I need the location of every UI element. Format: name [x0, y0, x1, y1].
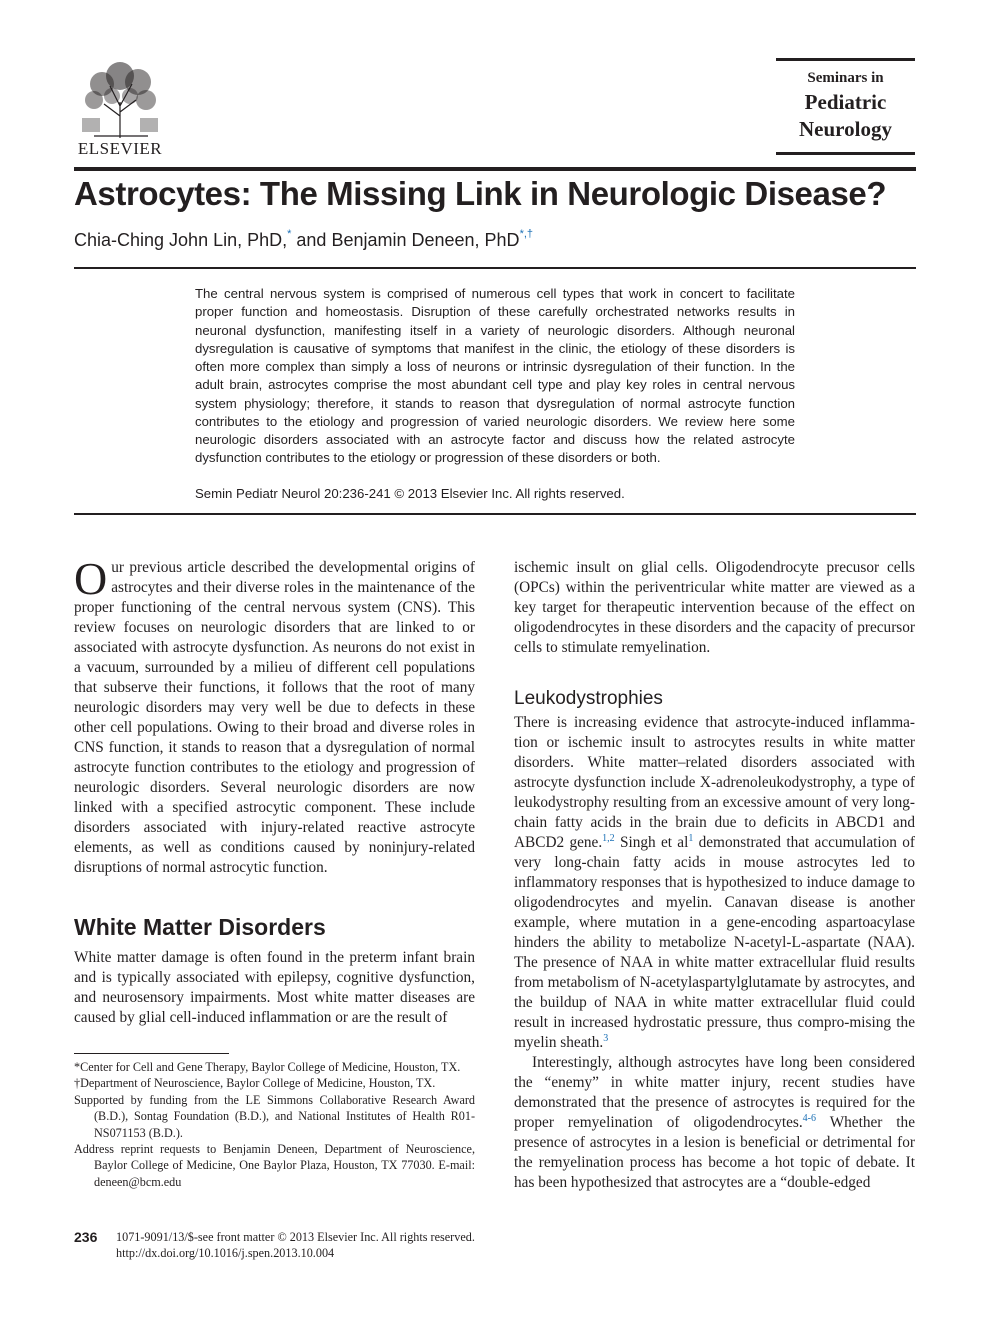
reference-link-1-2[interactable]: 1,2	[602, 833, 615, 844]
journal-line-2: Pediatric	[804, 90, 887, 114]
white-matter-text: White matter damage is often found in the preterm infant brain and is typically associated with epilepsy, cognitive dysfunction, and neurosensory impairments. Most white matter diseases are caused by glial cell-induced inflammation or are the result of	[74, 949, 475, 1026]
journal-masthead	[776, 58, 915, 155]
reference-link-3[interactable]: 3	[603, 1033, 609, 1044]
author-1-affiliation-link[interactable]: *	[287, 228, 292, 240]
masthead-top-rule	[776, 58, 915, 61]
inter-text-b: Whether the presence of astrocytes in a lesion is beneficial or detrimental for the remyelination process has become a hot topic of debate. It has been hypothesized that astrocytes are a “double-edged	[514, 1114, 915, 1191]
section-heading-white-matter-disorders: White Matter Disorders	[74, 914, 326, 940]
citation-line: Semin Pediatr Neurol 20:236-241 © 2013 Elsevier Inc. All rights reserved.	[195, 486, 625, 501]
reference-link-1[interactable]: 1	[688, 833, 694, 844]
header-rule	[74, 167, 916, 171]
subsection-heading-leukodystrophies: Leukodystrophies	[514, 688, 663, 709]
abstract	[195, 285, 795, 468]
reference-link-4-6[interactable]: 4-6	[802, 1113, 817, 1124]
leuko-text-a: There is increasing evidence that astrocyte-induced inflamma-tion or ischemic insult to astrocytes results in white matter disorders. White matter–related disorders associated with astrocyte dysfunction include X-adrenoleukodystrophy, a type of leukodystrophy resulting from an excessive amount of very long-chain fatty acids in the brain due to deficits in ABCD1 and ABCD2 gene.	[514, 714, 915, 851]
article-title: Astrocytes: The Missing Link in Neurologic Disease?	[74, 175, 887, 212]
journal-line-1: Seminars in	[807, 70, 884, 86]
leuko-text-c: demonstrated that accumulation of very long-chain fatty acids in mouse astrocytes led to inflammatory responses that is hypothesized to induce damage to oligodendrocytes and myelin. Canavan disease is another example, where mutation in a gene-encoding aspartoacylase hinders the ability to metabolize N-acetyl-L-aspartate (NAA). The presence of NAA in white matter extracellular fluid results from metabolism of N-acetylaspartylglutamate by astrocytes, and the buildup of NAA in white matter extracellular fluid could result in increased hydrostatic pressure, thus compro-mising the myelin sheath.	[514, 834, 915, 1051]
intro-text: ur previous article described the developmental origins of astrocytes and their diverse roles in the maintenance of the proper functioning of the central nervous system (CNS). This review focuses on neurologic disorders that are linked to or associated with astrocyte dysfunction. As neurons do not exist in a vacuum, surrounded by a milieu of different cell populations that subserve their functions, it follows that the root of many neurologic disorders may very well be due to defects in these other cell populations. Owing to their broad and diverse roles in CNS function, it stands to reason that a dysregulation of normal astrocyte function contributes to the etiology and progression of neurologic disorders. Several neurologic disorders are now linked with a specified astrocytic component. These include disorders associated with injury-related reactive astrocyte elements, as well as conditions caused by noninjury-related disruptions of normal astrocytic function.	[74, 559, 475, 876]
author-2: and Benjamin Deneen, PhD	[291, 230, 520, 250]
journal-line-3: Neurology	[799, 117, 892, 141]
footnote-affiliation-1: *Center for Cell and Gene Therapy, Baylor College of Medicine, Houston, TX.	[74, 1060, 461, 1074]
doi-link[interactable]: http://dx.doi.org/10.1016/j.spen.2013.10.004	[116, 1246, 335, 1261]
intro-paragraph	[74, 553, 475, 878]
right-column-paragraph	[514, 558, 915, 658]
footnote-rule	[74, 1053, 229, 1054]
leukodystrophies-paragraph	[514, 713, 915, 1053]
author-line	[74, 226, 533, 254]
abstract-bottom-rule	[74, 513, 916, 515]
abstract-text: The central nervous system is comprised of numerous cell types that work in concert to facilitate proper function and homeostasis. Disruption of these carefully orchestrated networks results in neuronal dysfunction, manifesting itself in a variety of neurologic disorders. Although neuronal dysregulation is causative of symptoms that manifest in the clinic, the etiology of these disorders is often more complex than simply a loss of neurons or intrinsic dysregulation of their function. In the adult brain, astrocytes comprise the most abundant cell type and play key roles in central nervous system physiology; therefore, it stands to reason that dysregulation of normal astrocyte function contributes to the etiology and progression of varied neurologic disorders. We review here some neurologic disorders associated with an astrocyte factor and discuss how the related astrocyte dysfunction contributes to the etiology or progression of these disorders or both.	[195, 286, 795, 466]
footnote-affiliation-2: †Department of Neuroscience, Baylor College of Medicine, Houston, TX.	[74, 1076, 436, 1091]
abstract-top-rule	[74, 267, 916, 269]
page-number: 236	[74, 1229, 98, 1245]
issn-line: 1071-9091/13/$-see front matter © 2013 Elsevier Inc. All rights reserved.	[116, 1230, 475, 1244]
footnotes	[74, 1059, 475, 1190]
author-2-affiliation-link[interactable]: *,†	[519, 228, 534, 240]
footnote-funding: Supported by funding from the LE Simmons Collaborative Research Award (B.D.), Sontag Foundation (B.D.), and National Institutes of Health R01-NS071153 (B.D.).	[74, 1092, 475, 1140]
leukodystrophies-section	[514, 713, 915, 1193]
white-matter-paragraph	[74, 948, 475, 1028]
inter-text-a: Interestingly, although astrocytes have long been considered the “enemy” in white matter injury, recent studies have demonstrated that the presence of astrocytes is required for the proper remyelination of oligodendrocytes.	[514, 1054, 915, 1131]
footnote-reprint-address: Address reprint requests to Benjamin Deneen, Department of Neuroscience, Baylor College of Medicine, One Baylor Plaza, Houston, TX 77030. E-mail: deneen@bcm.edu	[74, 1142, 475, 1189]
leuko-text-b: Singh et al	[614, 834, 689, 851]
publisher-name: ELSEVIER	[77, 139, 163, 158]
footer-info	[116, 1229, 475, 1262]
drop-cap: O	[74, 553, 108, 604]
masthead-bottom-rule	[776, 152, 915, 155]
author-1: Chia-Ching John Lin, PhD,	[74, 230, 288, 250]
ischemic-text: ischemic insult on glial cells. Oligodendrocyte precusor cells (OPCs) within the periventricular white matter are viewed as a key target for therapeutic intervention because of the effect on oligodendrocytes in these disorders and the capacity of precursor cells to stimulate remyelination.	[514, 559, 915, 656]
interestingly-paragraph	[514, 1053, 915, 1193]
